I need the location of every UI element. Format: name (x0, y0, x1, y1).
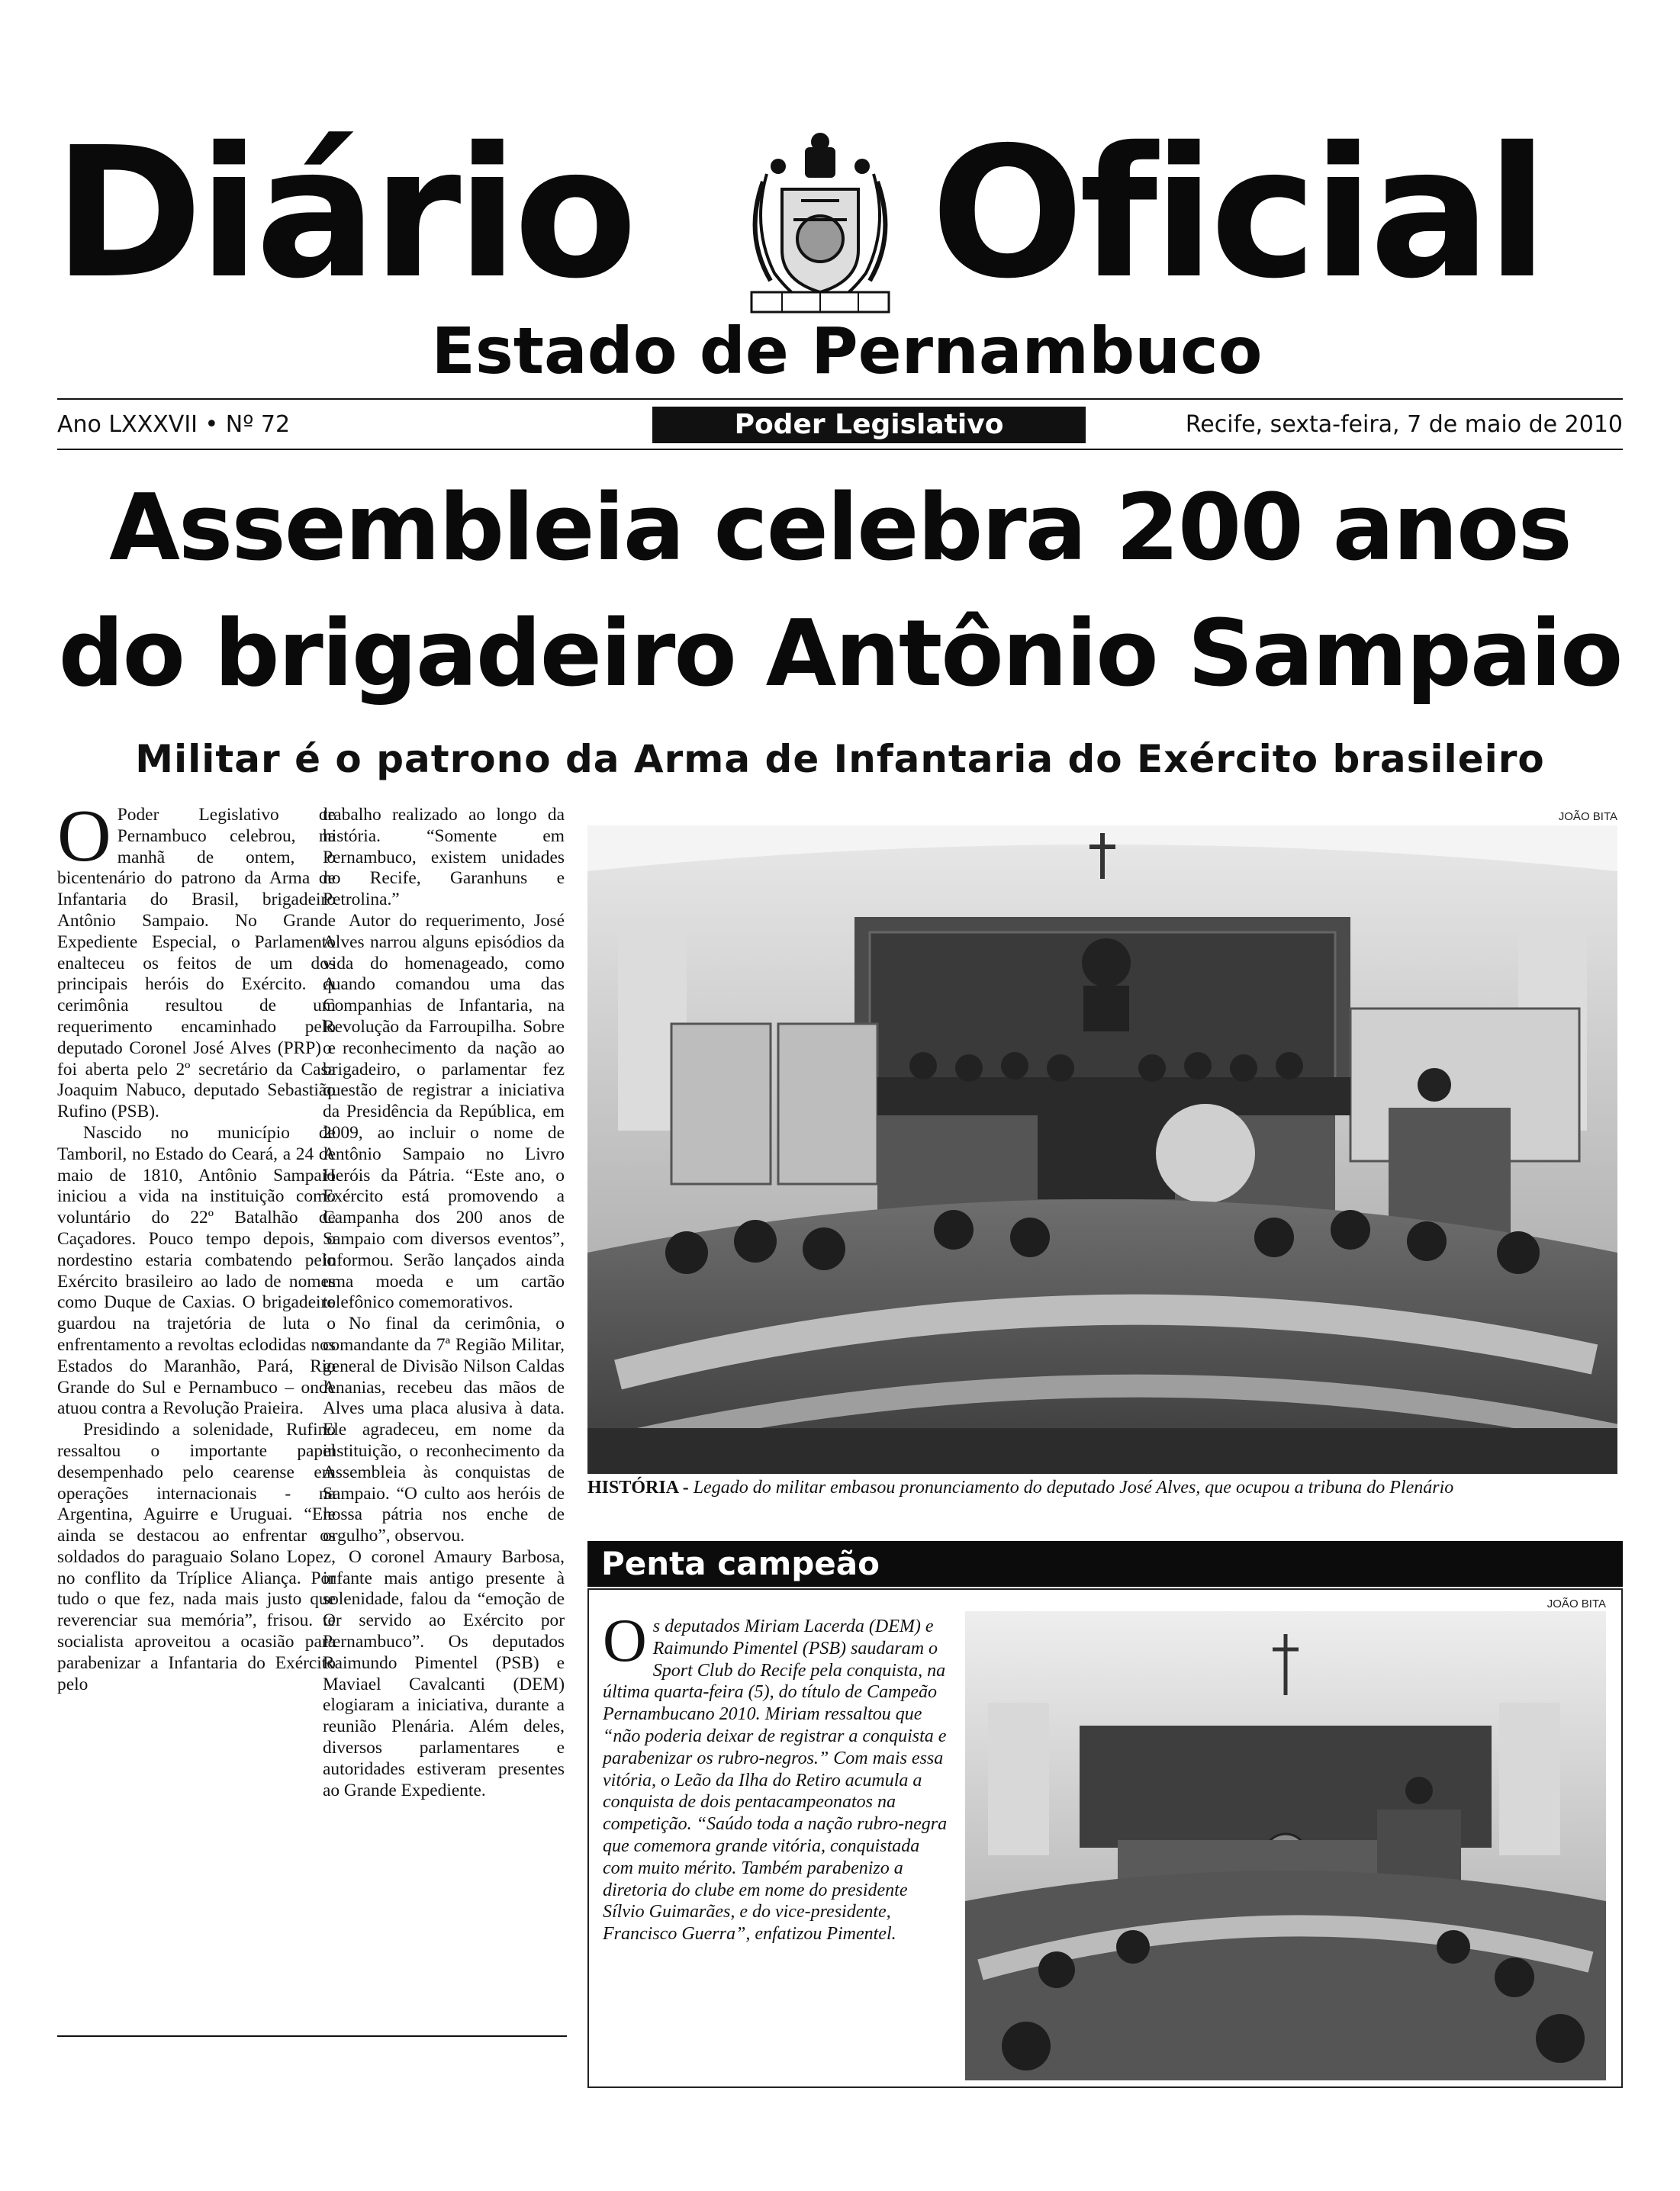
article-paragraph: Nascido no município de Tamboril, no Estado do Ceará, a 24 de maio de 1810, Antônio Sampaio iniciou a vida na instituição como voluntário do 22º Batalhão de Caçadores. Pouco tempo depois, o nordestino estaria combatendo pelo Exército brasileiro ao lado de nomes como Duque de Caxias. O brigadeiro guardou na trajetória de luta o enfrentamento a revoltas eclodidas nos Estados do Maranhão, Pará, Rio Grande do Sul e Pernambuco – onde atuou contra a Revolução Praieira. (57, 1122, 336, 1419)
article-column-2 (323, 805, 565, 2033)
sidebar-dropcap: O (603, 1607, 647, 1675)
headline-line-1: Assembleia celebra 200 anos (109, 475, 1571, 581)
headline-line-2: do brigadeiro Antônio Sampaio (58, 601, 1622, 707)
article-paragraph: No final da cerimônia, o comandante da 7ª Região Militar, general de Divisão Nilson Caldas Ananias, recebeu das mãos de Alves uma placa alusiva à data. Ele agradeceu, em nome da instituição, o reconhecimento da Assembleia às conquistas de Sampaio. “O culto aos heróis de nossa pátria nos enche de orgulho”, observou. (323, 1314, 565, 1546)
masthead (53, 108, 1625, 328)
article-paragraph: Autor do requerimento, José Alves narrou alguns episódios da vida do homenageado, como quando comandou uma das Companhias de Infantaria, na Revolução da Farroupilha. Sobre o reconhecimento da nação ao brigadeiro, o parlamentar fez questão de registrar a iniciativa da Presidência da República, em 2009, ao incluir o nome de Antônio Sampaio no Livro Heróis da Pátria. “Este ano, o Exército está promovendo a Campanha dos 200 anos de Sampaio com diversos eventos”, informou. Serão lançados ainda uma moeda e um cartão telefônico comemorativos. (323, 910, 565, 1313)
photo-credit: JOÃO BITA (1546, 1597, 1606, 1610)
article-paragraph: Presidindo a solenidade, Rufino ressaltou o importante papel desempenhado pelo cearense em operações internacionais - na Argentina, Aguirre e Uruguai. “Ele ainda se destacou ao enfrentar os soldados do paraguaio Solano Lopez, no conflito da Tríplice Aliança. Por tudo o que fez, nada mais justo que reverenciar sua memória”, frisou. O socialista aproveitou a ocasião para parabenizar a Infantaria do Exército pelo (57, 1420, 336, 1694)
sidebar-title: Penta campeão (587, 1541, 1623, 1587)
article-paragraph: O coronel Amaury Barbosa, infante mais antigo presente à solenidade, falou da “emoção de ter servido ao Exército por Pernambuco”. Os deputados Raimundo Pimentel (PSB) e Maviael Cavalcanti (DEM) elogiaram a iniciativa, durante a reunião Plenária. Além deles, diversos parlamentares e autoridades estiveram presentes ao Grande Expediente. (323, 1546, 565, 1800)
masthead-title-left: Diário (53, 108, 633, 318)
info-bar (57, 407, 1623, 445)
caption-label: HISTÓRIA - (587, 1478, 689, 1498)
article-paragraph: Poder Legislativo de Pernambuco celebrou, na manhã de ontem, o bicentenário do patrono da Arma de Infantaria do Brasil, brigadeiro Antônio Sampaio. No Grande Expediente Especial, o Parlamento enalteceu os feitos de um dos principais heróis do Exército. A cerimônia resultou de um requerimento encaminhado pelo deputado Coronel José Alves (PRP) e foi aberta pelo 2º secretário da Casa Joaquim Nabuco, deputado Sebastião Rufino (PSB). (57, 805, 336, 1122)
article-dropcap: O (57, 805, 111, 877)
photo-credit: JOÃO BITA (1558, 810, 1617, 823)
main-photo-caption (587, 1476, 1625, 1499)
dateline: Recife, sexta-feira, 7 de maio de 2010 (1185, 411, 1623, 438)
divider (57, 398, 1623, 400)
article-column-1 (57, 805, 336, 2033)
masthead-state: Estado de Pernambuco (431, 314, 1263, 388)
headline (46, 465, 1634, 717)
main-photo (587, 825, 1617, 1474)
masthead-title-right: Oficial (931, 108, 1544, 318)
edition-number: Ano LXXXVII • Nº 72 (57, 411, 291, 438)
section-tag: Poder Legislativo (652, 407, 1086, 443)
divider (57, 2035, 567, 2037)
sidebar-photo (965, 1611, 1606, 2080)
subheadline: Militar é o patrono da Arma de Infantaria do Exército brasileiro (135, 737, 1545, 781)
sidebar-text: s deputados Miriam Lacerda (DEM) e Raimundo Pimentel (PSB) saudaram o Sport Club do Recife pela conquista, na última quarta-feira (5), do título de Campeão Pernambucano 2010. Miriam ressaltou que “não poderia deixar de registrar a conquista e parabenizar os rubro-negros.” Com mais essa vitória, o Leão da Ilha do Retiro acumula a conquista de dois pentacampeonatos na competição. “Saúdo toda a nação rubro-negra que comemora grande vitória, conquistada com muito mérito. Também parabenizo a diretoria do clube em nome do presidente Sílvio Guimarães, e do vice-presidente, Francisco Guerra”, enfatizou Pimentel. (603, 1617, 948, 1945)
coat-of-arms-icon (736, 128, 904, 319)
divider (57, 449, 1623, 450)
sidebar-text-block (603, 1607, 948, 2074)
caption-text: Legado do militar embasou pronunciamento do deputado José Alves, que ocupou a tribuna do Plenário (693, 1478, 1454, 1498)
article-paragraph: trabalho realizado ao longo da história. “Somente em Pernambuco, existem unidades no Recife, Garanhuns e Petrolina.” (323, 805, 565, 910)
